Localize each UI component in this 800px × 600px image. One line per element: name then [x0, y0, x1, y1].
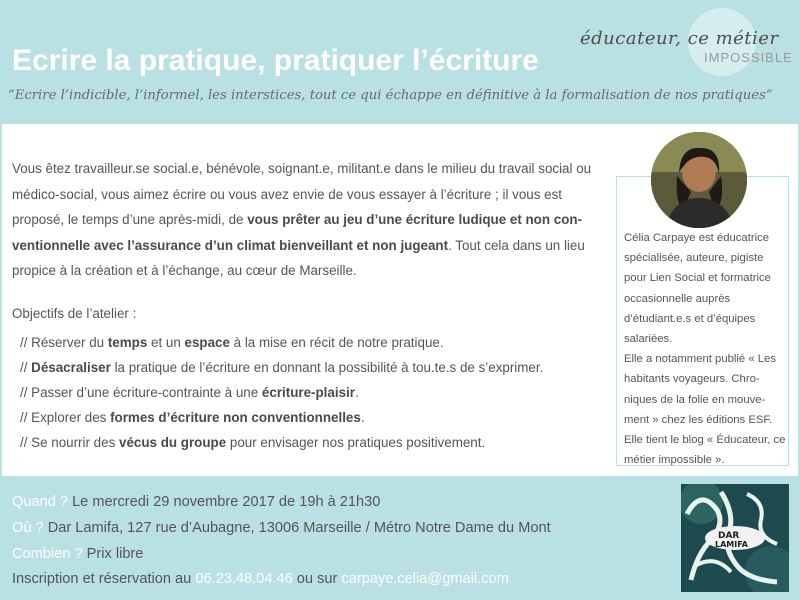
objective-text: pour envisager nos pratiques positivement. — [226, 435, 486, 450]
objective-item — [20, 355, 543, 380]
logo-text[interactable]: éducateur, ce métier — [580, 28, 779, 49]
signup-line — [12, 567, 551, 593]
when-value: Le mercredi 29 novembre 2017 de 19h à 21h30 — [72, 494, 381, 510]
objectives-list — [20, 330, 543, 455]
objective-text: // Se nourrir des — [20, 435, 119, 450]
where-value: Dar Lamifa, 127 rue d’Aubagne, 13006 Marseille / Métro Notre Dame du Mont — [47, 519, 551, 536]
objective-item — [20, 430, 543, 455]
objective-bold: vécus du groupe — [119, 435, 227, 450]
objective-text: . — [360, 410, 365, 425]
objective-text: // — [20, 360, 32, 375]
objective-bold: espace — [184, 335, 230, 350]
bio-paragraph-2: Elle a notamment publié « Les habitants voyageurs. Chro-niques de la folie en mouve-ment » chez les éditions ESF. — [624, 353, 776, 426]
objective-text: // Explorer des — [20, 410, 111, 425]
signup-text: Inscription et réservation au — [12, 571, 192, 588]
where-label: Où ? — [12, 519, 44, 536]
objective-text: la pratique de l’écriture en donnant la possibilité à tou.te.s de s’exprimer. — [110, 360, 544, 375]
or-text: ou sur — [296, 571, 338, 588]
page-subtitle: “Ecrire l’indicible, l’informel, les interstices, tout ce qui échappe en définitive à la formalisation de nos pratiques” — [8, 88, 773, 103]
bio-paragraph-3: Elle tient le blog « Éducateur, ce métier impossible ». — [624, 434, 786, 467]
phone-link[interactable]: 06.23.48.04.46 — [195, 571, 293, 588]
objective-bold: écriture-plaisir — [261, 385, 355, 400]
objective-text: // Passer d’une écriture-contrainte à une — [20, 385, 262, 400]
intro-paragraph — [12, 156, 602, 284]
intro-text-bold: vous prêter au jeu d’une écriture ludique et non con-ventionnelle avec l’assurance d’un climat bienveillant et non jugeant — [12, 212, 583, 253]
event-details — [12, 490, 551, 593]
price-label: Combien ? — [12, 545, 83, 562]
objective-item — [20, 380, 543, 405]
objective-item — [20, 405, 543, 430]
bio-text — [624, 228, 786, 470]
objective-bold: Désacraliser — [31, 360, 111, 375]
intro-text-a: Vous êtez travailleur.se social.e, bénévole, soignant.e, militant.e dans le milieu du travail social ou médico-social, vous aimez écrire ou vous avez envie de vous essayer à l’écriture ; il vous est proposé, le temps d’une après-midi, de — [12, 161, 592, 227]
dar-lamifa-logo-icon — [681, 484, 789, 592]
email-link[interactable]: carpaye.celia@gmail.com — [341, 571, 509, 588]
objectives-title: Objectifs de l’atelier : — [12, 306, 137, 321]
price-value: Prix libre — [86, 545, 144, 562]
logo-subtext[interactable]: IMPOSSIBLE — [704, 50, 793, 65]
dar-lamifa-logo — [681, 484, 789, 592]
objective-text: . — [354, 385, 359, 400]
price-line — [12, 542, 551, 568]
bio-paragraph-1: Célia Carpaye est éducatrice spécialisée, auteure, pigiste pour Lien Social et formatrice occasionnelle auprès d’étudiant.e.s et d’équipes salariées. — [624, 232, 771, 346]
intro-text-b: . Tout cela dans un lieu propice à la création et à l’échange, au cœur de Marseille. — [12, 237, 585, 278]
lamifa-text-2: LAMIFA — [715, 540, 748, 549]
page-title: Ecrire la pratique, pratiquer l’écriture — [12, 44, 539, 77]
lamifa-text-1: DAR — [718, 531, 740, 541]
objective-bold: formes d’écriture non conventionnelles — [110, 410, 361, 425]
objective-text: à la mise en récit de notre pratique. — [229, 335, 444, 350]
where-line — [12, 516, 551, 542]
objective-item — [20, 330, 543, 355]
when-line — [12, 490, 551, 516]
avatar — [651, 132, 747, 228]
objective-text: et un — [147, 335, 185, 350]
portrait-icon — [651, 132, 747, 228]
header-banner — [0, 0, 800, 124]
when-label: Quand ? — [12, 494, 68, 510]
objective-bold: temps — [107, 335, 148, 350]
objective-text: // Réserver du — [20, 335, 108, 350]
